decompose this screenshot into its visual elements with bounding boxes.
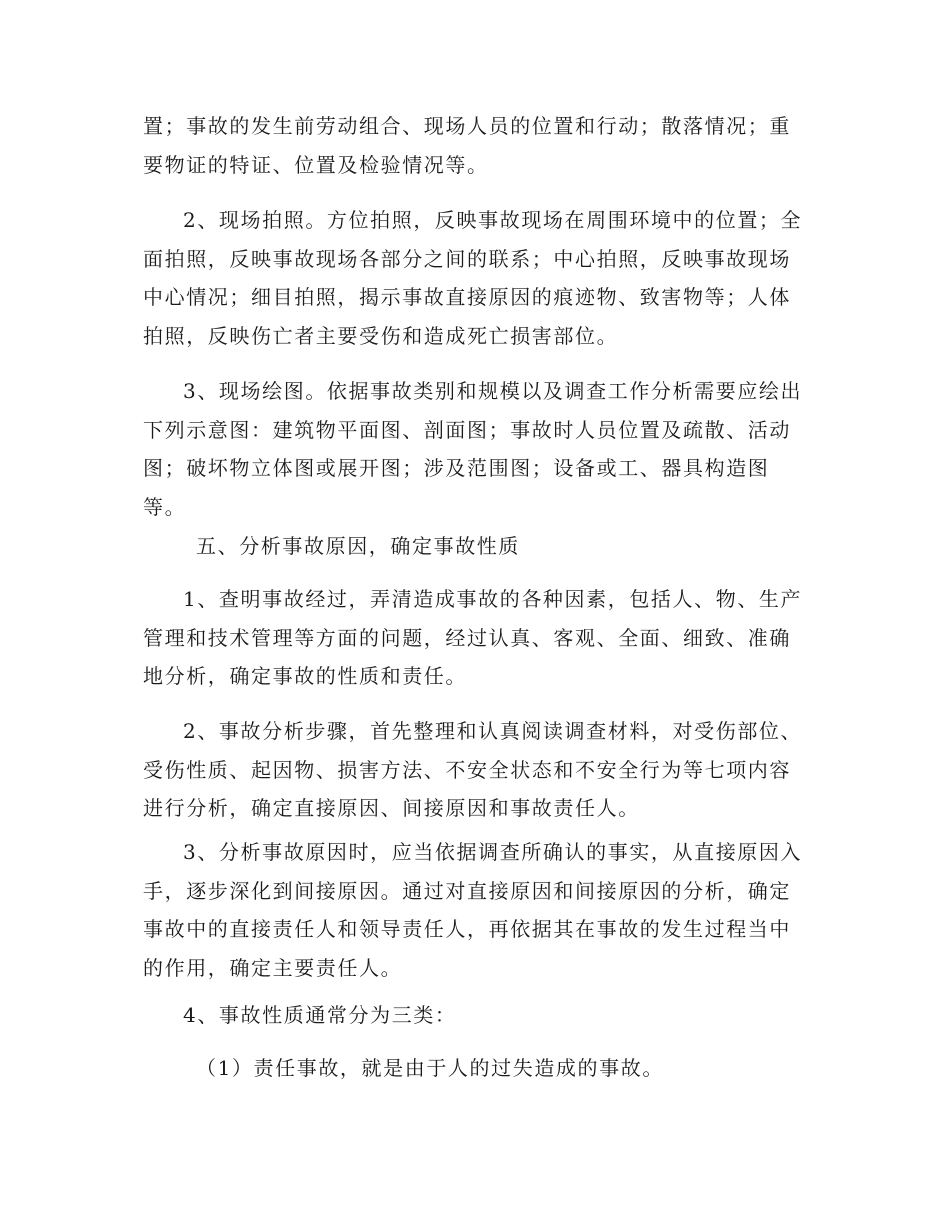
text-line: 1、查明事故经过，弄清造成事故的各种因素，包括人、物、生产 — [183, 587, 803, 611]
text-line: 事故中的直接责任人和领导责任人，再依据其在事故的发生过程当中 — [143, 917, 791, 941]
paragraph-scene-photography — [143, 201, 813, 355]
text-line: （1）责任事故，就是由于人的过失造成的事故。 — [196, 1056, 664, 1080]
text-line: 要物证的特证、位置及检验情况等。 — [143, 152, 489, 177]
paragraph-accident-process — [143, 580, 813, 696]
heading-text: 五、分析事故原因，确定事故性质 — [196, 534, 520, 558]
text-line: 手，逐步深化到间接原因。通过对直接原因和间接原因的分析，确定 — [143, 878, 791, 903]
text-line: 中心情况；细目拍照，揭示事故直接原因的痕迹物、致害物等；人体 — [143, 285, 791, 309]
text-line: 2、事故分析步骤，首先整理和认真阅读调查材料，对受伤部位、 — [183, 719, 803, 743]
paragraph-accident-nature — [143, 996, 813, 1035]
text-line: 图；破坏物立体图或展开图；涉及范围图；设备或工、器具构造图 — [143, 456, 770, 480]
text-line: 下列示意图：建筑物平面图、剖面图；事故时人员位置及疏散、活动 — [143, 417, 791, 442]
text-line: 3、分析事故原因时，应当依据调查所确认的事实，从直接原因入 — [183, 840, 803, 864]
text-line: 等。 — [143, 494, 187, 519]
section-heading — [143, 527, 813, 566]
text-line: 3、现场绘图。依据事故类别和规模以及调查工作分析需要应绘出 — [183, 379, 803, 403]
text-line: 置；事故的发生前劳动组合、现场人员的位置和行动；散落情况；重 — [143, 114, 791, 138]
list-item-liability-accident — [143, 1049, 813, 1088]
paragraph-cause-analysis — [143, 833, 813, 987]
text-line: 地分析，确定事故的性质和责任。 — [143, 664, 467, 688]
text-line: 的作用，确定主要责任人。 — [143, 955, 403, 980]
text-line: 拍照，反映伤亡者主要受伤和造成死亡损害部位。 — [143, 323, 619, 348]
text-line: 面拍照，反映事故现场各部分之间的联系；中心拍照，反映事故现场 — [143, 246, 791, 271]
paragraph-scene-drawing — [143, 372, 813, 526]
text-line: 管理和技术管理等方面的问题，经过认真、客观、全面、细致、准确 — [143, 625, 791, 650]
text-line: 4、事故性质通常分为三类： — [183, 1003, 457, 1027]
paragraph-scene-record-continued — [143, 107, 813, 184]
paragraph-analysis-steps — [143, 712, 813, 828]
text-line: 进行分析，确定直接原因、间接原因和事故责任人。 — [143, 796, 640, 820]
text-line: 2、现场拍照。方位拍照，反映事故现场在周围环境中的位置；全 — [183, 208, 803, 232]
text-line: 受伤性质、起因物、损害方法、不安全状态和不安全行为等七项内容 — [143, 757, 791, 782]
